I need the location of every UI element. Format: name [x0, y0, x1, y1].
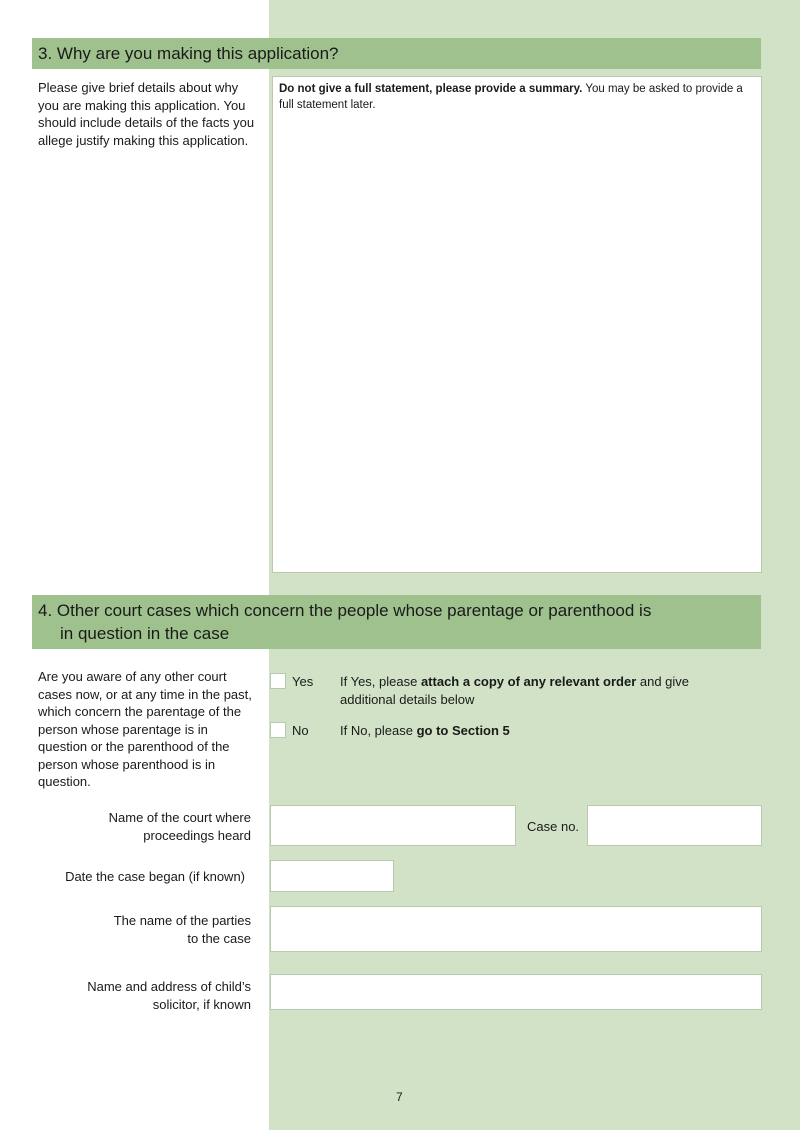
case-no-input[interactable]: [587, 805, 762, 846]
parties-label: [39, 912, 251, 947]
court-name-label-line1: Name of the court where: [108, 810, 251, 825]
reason-textarea[interactable]: [272, 76, 762, 573]
case-no-label: Case no.: [527, 819, 580, 834]
yes-note-post: and give additional details below: [340, 674, 690, 707]
court-name-input[interactable]: [270, 805, 516, 846]
yes-checkbox[interactable]: [270, 673, 286, 689]
reason-note-bold: Do not give a full statement, please provide a summary.: [279, 83, 583, 95]
reason-note-rest: You may be asked to provide a full statement later.: [279, 83, 743, 111]
no-checkbox[interactable]: [270, 722, 286, 738]
no-note-pre: If No, please: [340, 723, 417, 738]
parties-label-line1: The name of the parties: [113, 913, 251, 928]
solicitor-label-line2: solicitor, if known: [152, 996, 251, 1012]
section-4-header: [32, 595, 761, 649]
parties-label-line2: to the case: [187, 930, 251, 946]
section-4-title-line1: 4. Other court cases which concern the people whose parentage or parenthood is: [38, 601, 652, 620]
court-name-label: [39, 809, 251, 844]
court-name-label-line2: proceedings heard: [143, 827, 251, 843]
page-number: 7: [396, 1090, 403, 1104]
yes-note: [340, 673, 740, 709]
solicitor-label: [39, 978, 251, 1013]
date-began-input[interactable]: [270, 860, 394, 892]
section-4-question: Are you aware of any other court cases now, or at any time in the past, which concern the parentage of the person whose parentage is in question or the parenthood of the person whose parenthood is in question.: [38, 669, 252, 789]
no-note: [340, 722, 740, 740]
solicitor-input[interactable]: [270, 974, 762, 1010]
yes-note-bold: attach a copy of any relevant order: [420, 674, 637, 689]
no-note-bold: go to Section 5: [416, 723, 510, 738]
section-4-title-line2: in question in the case: [60, 624, 230, 643]
yes-note-pre: If Yes, please: [340, 674, 421, 689]
section-3-header: [32, 38, 761, 69]
parties-input[interactable]: [270, 906, 762, 952]
section-3-title: 3. Why are you making this application?: [38, 44, 339, 63]
date-began-label: Date the case began (if known): [65, 869, 245, 884]
yes-label: Yes: [292, 674, 314, 689]
section-3-intro: Please give brief details about why you are making this application. You should include details of the facts you allege justify making this application.: [38, 80, 255, 148]
solicitor-label-line1: Name and address of child’s: [87, 979, 251, 994]
no-label: No: [292, 723, 309, 738]
